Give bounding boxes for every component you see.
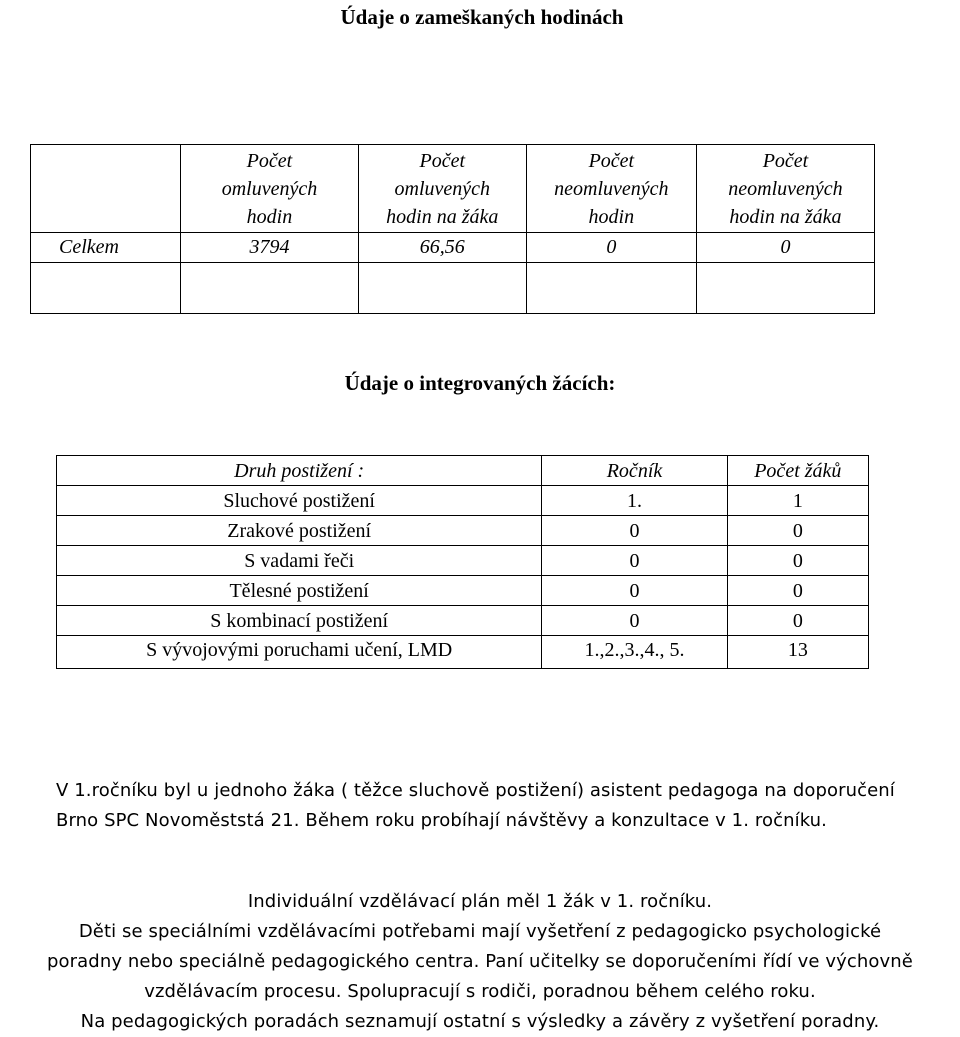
header-line: Počet [419, 150, 466, 172]
header-line: hodin [246, 206, 293, 228]
pupil-count: 13 [727, 636, 868, 669]
header-line: Počet [588, 150, 635, 172]
disability-type: Sluchové postižení [57, 486, 542, 516]
grade: 1.,2.,3.,4., 5. [542, 636, 727, 669]
disability-type: Tělesné postižení [57, 576, 542, 606]
integrated-table-row [57, 546, 869, 576]
grade: 0 [542, 516, 727, 546]
absences-title: Údaje o zameškaných hodinách [340, 5, 624, 29]
paragraph-line: Děti se speciálními vzdělávacími potřebami mají vyšetření z pedagogicko psychologické [78, 921, 882, 942]
pupil-count: 1 [727, 486, 868, 516]
empty-cell [696, 263, 874, 314]
grade: 1. [542, 486, 727, 516]
pupil-count: 0 [727, 606, 868, 636]
disability-type: S vývojovými poruchami učení, LMD [57, 636, 542, 669]
disability-type: S kombinací postižení [57, 606, 542, 636]
integrated-pupils-title: Údaje o integrovaných žácích: [344, 371, 616, 395]
integrated-table-header-row [57, 456, 869, 486]
empty-cell [526, 263, 696, 314]
disability-type-header: Druh postižení : [57, 456, 542, 486]
paragraph-line: V 1.ročníku byl u jednoho žáka ( těžce sluchově postižení) asistent pedagoga na doporučení [56, 780, 895, 801]
empty-cell [31, 263, 181, 314]
paragraph-line: poradny nebo speciálně pedagogického centra. Paní učitelky se doporučeními řídí ve výchovně [47, 951, 913, 972]
absence-row-label: Celkem [31, 233, 181, 263]
pupil-count-header: Počet žáků [727, 456, 868, 486]
absence-header-excused-per-pupil [358, 145, 526, 233]
absence-table-row [31, 233, 875, 263]
grade: 0 [542, 576, 727, 606]
pupil-count: 0 [727, 516, 868, 546]
absence-header-unexcused-hours [526, 145, 696, 233]
pupil-count: 0 [727, 576, 868, 606]
unexcused-hours-value: 0 [526, 233, 696, 263]
header-line: omluvených [221, 178, 318, 200]
integrated-table-row [57, 576, 869, 606]
integrated-table-row [57, 516, 869, 546]
paragraph-line: Na pedagogických poradách seznamují ostatní s výsledky a závěry z vyšetření poradny. [80, 1011, 880, 1032]
paragraph-line: Brno SPC Novoměststá 21. Během roku probíhají návštěvy a konzultace v 1. ročníku. [56, 810, 827, 831]
header-line: Počet [246, 150, 293, 172]
grade-header: Ročník [542, 456, 727, 486]
absence-header-excused-hours [181, 145, 359, 233]
header-line: hodin na žáka [729, 206, 842, 228]
header-line: neomluvených [554, 178, 669, 200]
absence-header-unexcused-per-pupil [696, 145, 874, 233]
empty-cell [358, 263, 526, 314]
header-line: Počet [762, 150, 809, 172]
paragraph-line: Individuální vzdělávací plán měl 1 žák v 1. ročníku. [247, 891, 713, 912]
excused-per-pupil-value: 66,56 [358, 233, 526, 263]
header-line: hodin na žáka [386, 206, 499, 228]
disability-type: S vadami řeči [57, 546, 542, 576]
unexcused-per-pupil-value: 0 [696, 233, 874, 263]
integrated-table-row [57, 606, 869, 636]
paragraph-line: vzdělávacím procesu. Spolupracují s rodiči, poradnou během celého roku. [144, 981, 816, 1002]
pupil-count: 0 [727, 546, 868, 576]
absence-table [30, 144, 875, 314]
excused-hours-value: 3794 [181, 233, 359, 263]
individual-plan-paragraph [0, 887, 960, 1037]
absence-table-empty-row [31, 263, 875, 314]
absence-table-header-row [31, 145, 875, 233]
disability-type: Zrakové postižení [57, 516, 542, 546]
absence-header-empty [31, 145, 181, 233]
header-line: hodin [588, 206, 635, 228]
integrated-table-row [57, 486, 869, 516]
assistant-paragraph [56, 776, 946, 836]
grade: 0 [542, 606, 727, 636]
integrated-pupils-table [56, 455, 869, 669]
header-line: omluvených [394, 178, 491, 200]
integrated-table-row [57, 636, 869, 669]
header-line: neomluvených [728, 178, 843, 200]
empty-cell [181, 263, 359, 314]
grade: 0 [542, 546, 727, 576]
